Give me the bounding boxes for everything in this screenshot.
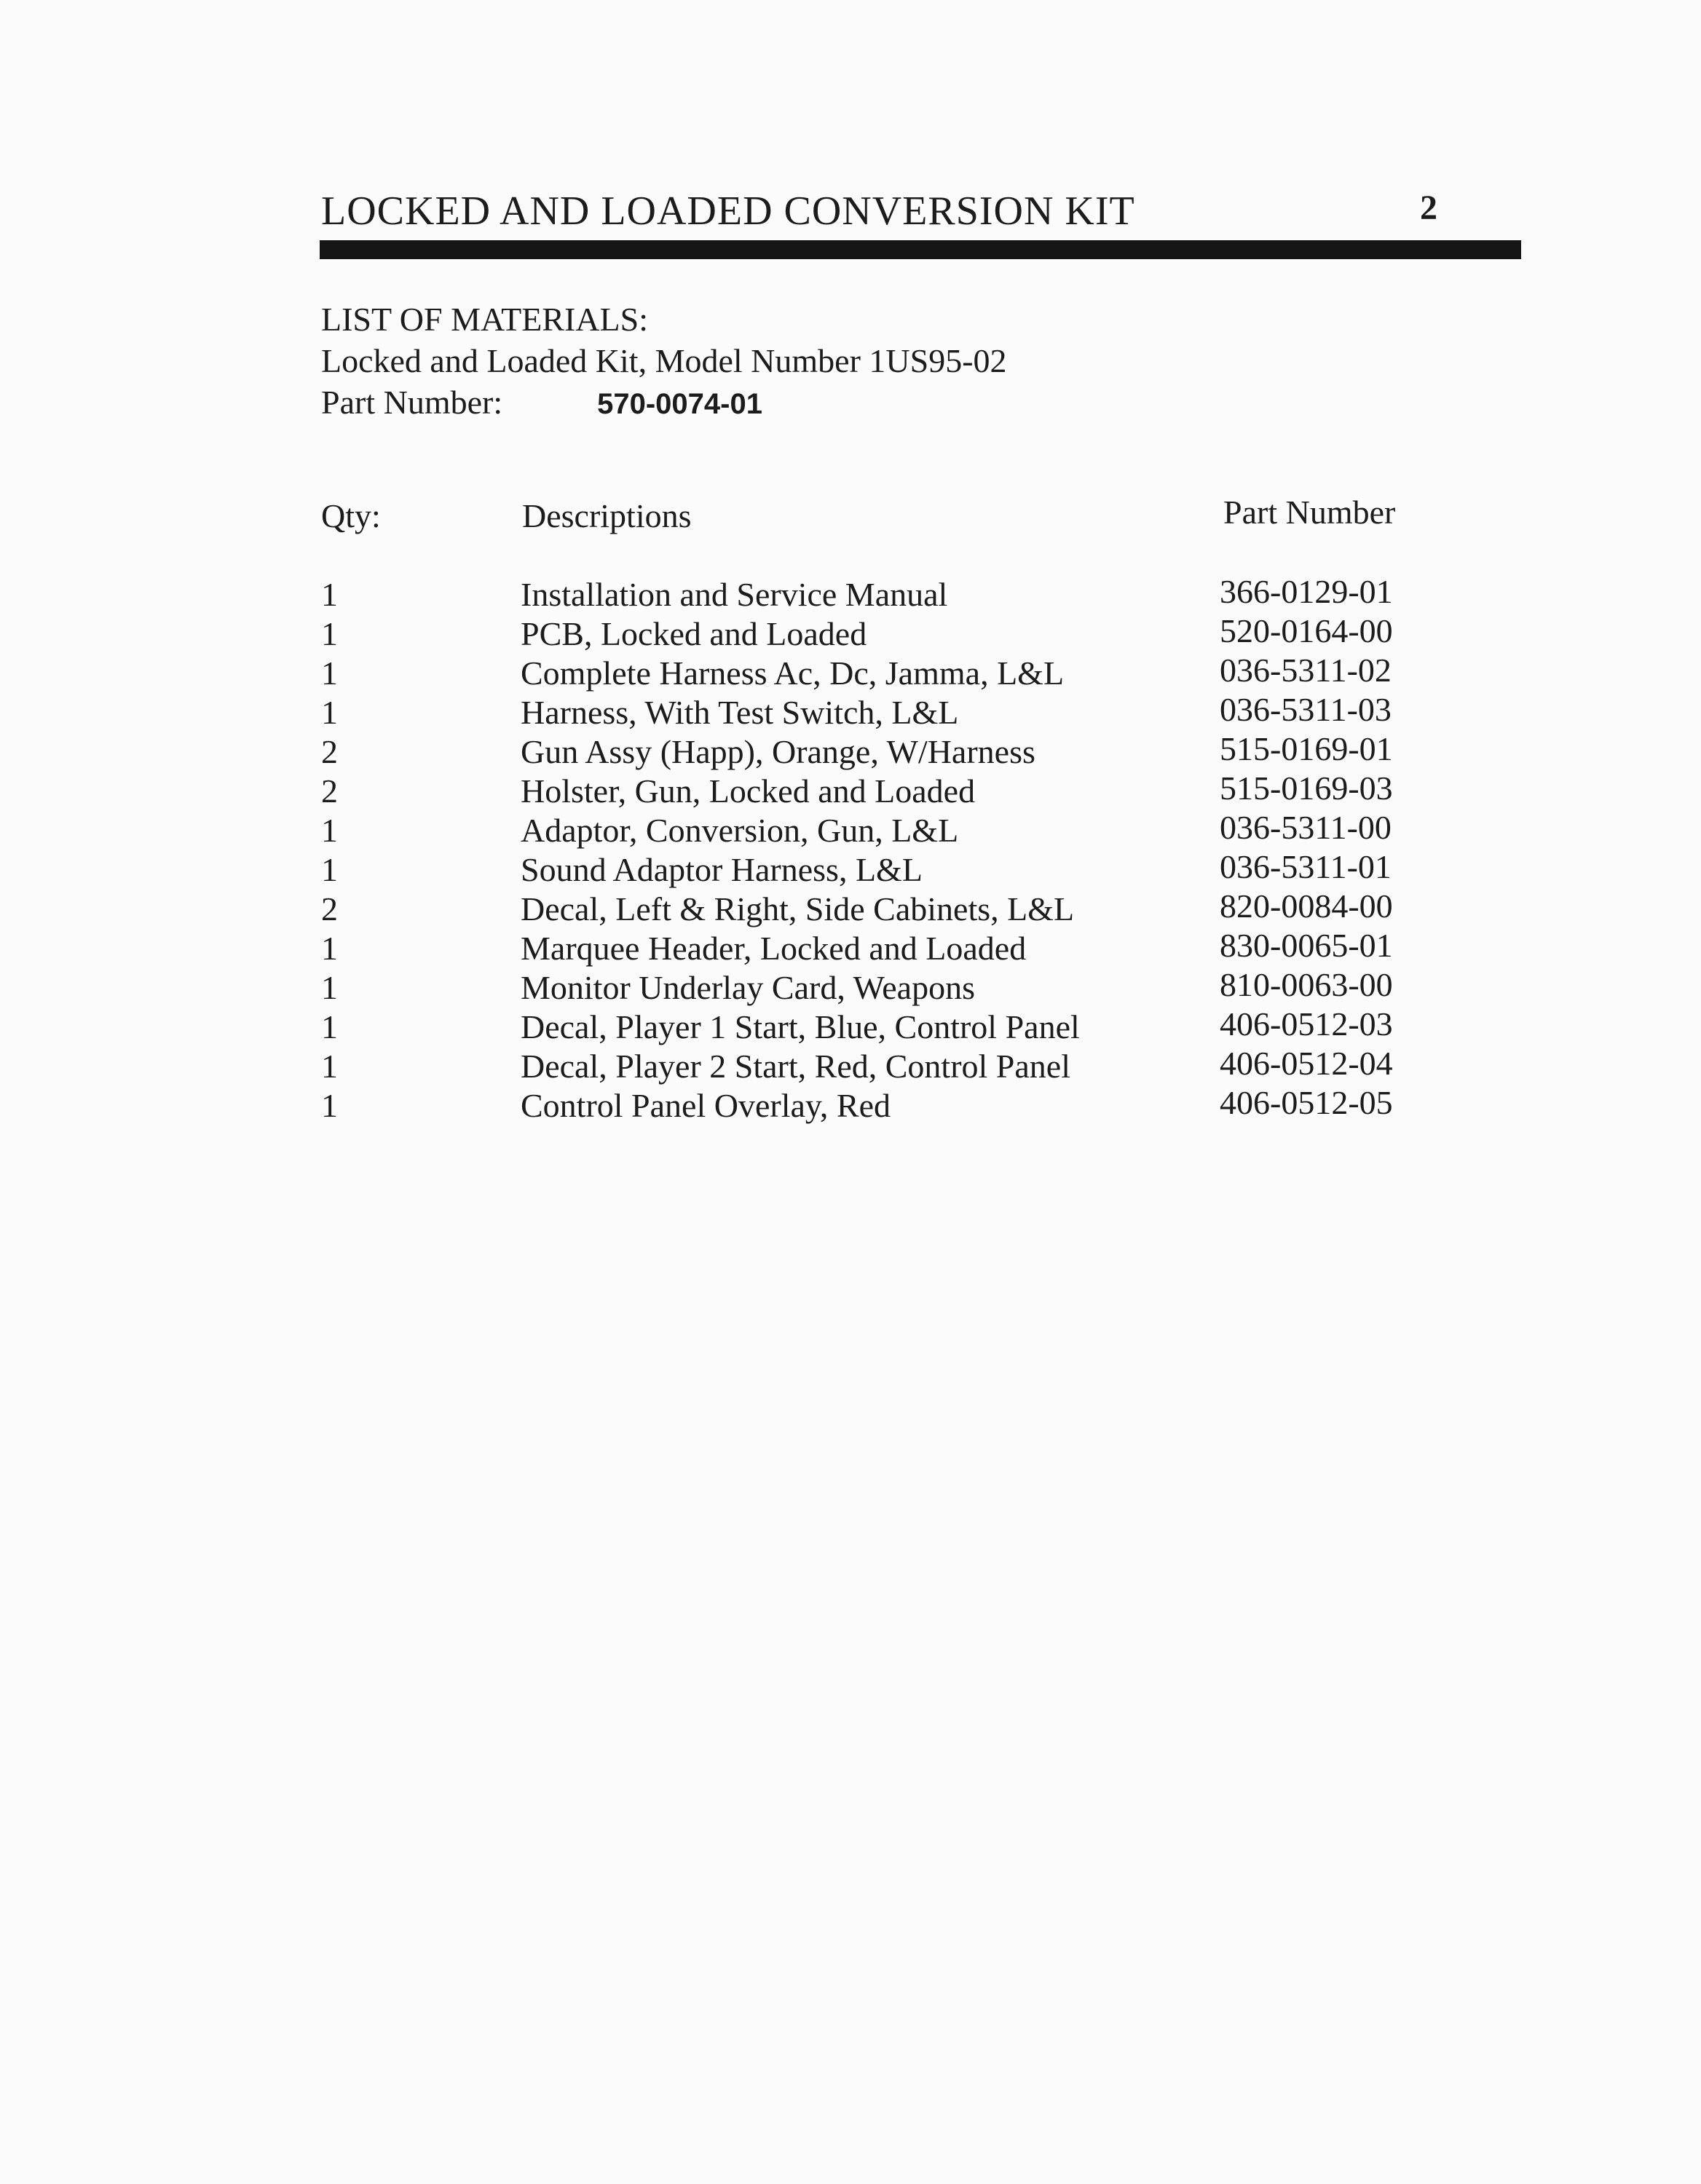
item-part-number: 520-0164-00 xyxy=(1220,612,1393,649)
item-part-number: 515-0169-01 xyxy=(1220,730,1393,767)
item-description: Marquee Header, Locked and Loaded xyxy=(521,930,1027,967)
item-description: Complete Harness Ac, Dc, Jamma, L&L xyxy=(521,654,1065,692)
list-item xyxy=(321,811,1457,850)
list-item xyxy=(321,887,1457,929)
document-title: LOCKED AND LOADED CONVERSION KIT xyxy=(321,189,1135,234)
part-number-label: Part Number: xyxy=(321,384,503,421)
part-number-column-header: Part Number xyxy=(1223,494,1396,531)
item-qty: 1 xyxy=(321,694,338,731)
description-column-header: Descriptions xyxy=(522,497,692,534)
materials-heading: LIST OF MATERIALS: xyxy=(321,301,648,338)
item-part-number: 036-5311-01 xyxy=(1220,848,1392,885)
item-description: Decal, Player 1 Start, Blue, Control Panel xyxy=(521,1008,1080,1045)
item-qty: 2 xyxy=(321,890,338,927)
item-qty: 1 xyxy=(321,1087,338,1124)
item-qty: 2 xyxy=(321,733,338,770)
list-item xyxy=(321,1005,1457,1047)
item-description: Holster, Gun, Locked and Loaded xyxy=(521,772,976,810)
item-part-number: 406-0512-03 xyxy=(1220,1005,1393,1042)
item-part-number: 366-0129-01 xyxy=(1220,573,1393,610)
item-qty: 1 xyxy=(321,1008,338,1045)
materials-list xyxy=(321,575,1457,1125)
item-qty: 1 xyxy=(321,654,338,692)
item-qty: 2 xyxy=(321,772,338,810)
item-part-number: 036-5311-02 xyxy=(1220,652,1392,689)
kit-model-line: Locked and Loaded Kit, Model Number 1US95-02 xyxy=(321,342,1007,379)
item-description: Decal, Left & Right, Side Cabinets, L&L xyxy=(521,890,1075,927)
item-part-number: 036-5311-03 xyxy=(1220,691,1392,728)
list-item xyxy=(321,850,1457,890)
item-description: Gun Assy (Happ), Orange, W/Harness xyxy=(521,733,1035,770)
list-item xyxy=(321,654,1457,693)
item-qty: 1 xyxy=(321,969,338,1006)
list-item xyxy=(321,732,1457,772)
item-description: Installation and Service Manual xyxy=(521,576,948,613)
item-part-number: 830-0065-01 xyxy=(1220,927,1393,964)
part-number-value: 570-0074-01 xyxy=(597,388,762,420)
item-qty: 1 xyxy=(321,615,338,652)
item-description: Sound Adaptor Harness, L&L xyxy=(521,851,923,888)
item-description: Monitor Underlay Card, Weapons xyxy=(521,969,975,1006)
item-qty: 1 xyxy=(321,812,338,849)
item-description: PCB, Locked and Loaded xyxy=(521,615,867,652)
item-part-number: 820-0084-00 xyxy=(1220,887,1393,925)
list-item xyxy=(321,1047,1457,1086)
item-part-number: 406-0512-05 xyxy=(1220,1084,1393,1121)
item-part-number: 036-5311-00 xyxy=(1220,809,1392,846)
item-description: Harness, With Test Switch, L&L xyxy=(521,694,959,731)
list-item xyxy=(321,968,1457,1008)
item-description: Adaptor, Conversion, Gun, L&L xyxy=(521,812,959,849)
list-item xyxy=(321,929,1457,968)
item-description: Control Panel Overlay, Red xyxy=(521,1087,891,1124)
header-rule xyxy=(320,240,1521,259)
item-part-number: 406-0512-04 xyxy=(1220,1045,1393,1082)
list-item xyxy=(321,769,1457,811)
list-item xyxy=(321,1086,1457,1125)
item-part-number: 515-0169-03 xyxy=(1220,769,1393,807)
item-qty: 1 xyxy=(321,930,338,967)
item-qty: 1 xyxy=(321,851,338,888)
item-part-number: 810-0063-00 xyxy=(1220,966,1393,1003)
list-item xyxy=(321,614,1457,654)
qty-column-header: Qty: xyxy=(321,497,381,534)
page-number: 2 xyxy=(1420,189,1437,227)
part-number-line xyxy=(321,381,1007,425)
item-qty: 1 xyxy=(321,576,338,613)
intro-block xyxy=(321,298,1007,425)
item-description: Decal, Player 2 Start, Red, Control Panel xyxy=(521,1048,1071,1085)
list-item xyxy=(321,575,1457,614)
list-item xyxy=(321,693,1457,732)
item-qty: 1 xyxy=(321,1048,338,1085)
